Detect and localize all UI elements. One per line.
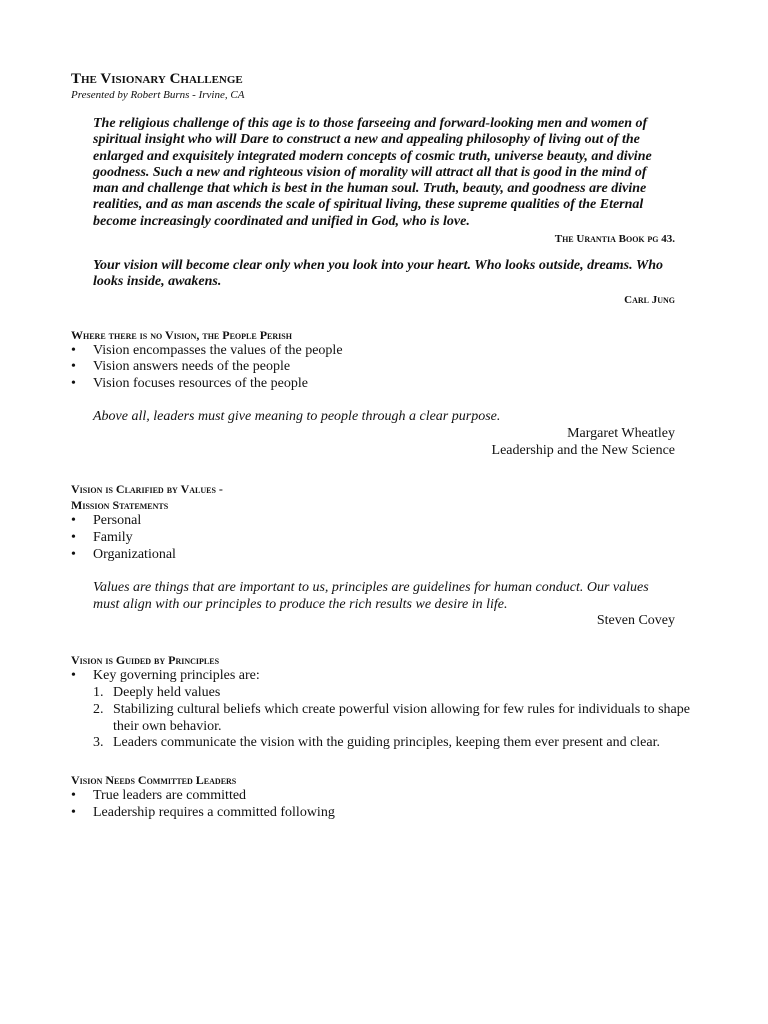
list-item: • Family [71, 530, 133, 546]
section-heading-committed: Vision Needs Committed Leaders [71, 773, 237, 788]
bullet-icon: • [71, 359, 76, 375]
section-heading-principles: Vision is Guided by Principles [71, 653, 220, 668]
bullet-icon: • [71, 805, 76, 821]
section-heading-mission: Mission Statements [71, 498, 169, 513]
bullet-list [71, 668, 701, 685]
document-title: The Visionary Challenge [71, 71, 243, 87]
list-item: • Organizational [71, 547, 176, 563]
document-page [71, 70, 701, 822]
numbered-list [71, 685, 701, 752]
list-item: • Vision answers needs of the people [71, 359, 291, 375]
wheatley-author: Margaret Wheatley [567, 425, 675, 441]
covey-author: Steven Covey [596, 613, 675, 629]
list-item: • Leadership requires a committed following [71, 805, 335, 821]
wheatley-quote: Above all, leaders must give meaning to people through a clear purpose. [93, 409, 501, 425]
bullet-icon: • [71, 530, 76, 546]
bullet-icon: • [71, 668, 76, 684]
document-subtitle: Presented by Robert Burns - Irvine, CA [71, 89, 245, 101]
wheatley-source: Leadership and the New Science [491, 442, 675, 458]
numbered-item: 1. Deeply held values [93, 685, 221, 701]
bullet-icon: • [71, 513, 76, 529]
list-item: • Personal [71, 513, 142, 529]
urantia-attribution: The Urantia Book pg 43. [554, 233, 675, 246]
jung-quote: Your vision will become clear only when you look into your heart. Who looks outside, dreams. Who looks inside, awakens. [93, 258, 664, 290]
bullet-icon: • [71, 788, 76, 804]
jung-attribution: Carl Jung [624, 293, 675, 306]
bullet-icon: • [71, 376, 76, 392]
section-heading-values: Vision is Clarified by Values - [71, 482, 223, 497]
numbered-item: 2. Stabilizing cultural beliefs which create powerful vision allowing for few rules for individuals to shape their own behavior. [93, 701, 690, 734]
covey-quote: Values are things that are important to us, principles are guidelines for human conduct. Our values must align with our principles to produce the rich results we desire in life. [93, 579, 649, 612]
numbered-item: 3. Leaders communicate the vision with the guiding principles, keeping them ever present and clear. [93, 735, 660, 751]
list-item: • Vision focuses resources of the people [71, 376, 308, 392]
bullet-icon: • [71, 547, 76, 563]
section-heading-no-vision: Where there is no Vision, the People Perish [71, 327, 292, 342]
bullet-list [71, 788, 701, 822]
bullet-icon: • [71, 342, 76, 358]
list-item: • True leaders are committed [71, 788, 247, 804]
list-item: • Key governing principles are: [71, 668, 260, 684]
urantia-quote: The religious challenge of this age is to those farseeing and forward-looking men and women of spiritual insight who will Dare to construct a new and appealing philosophy of living out of the enlarged and exquisitely integrated modern concepts of cosmic truth, universe beauty, and divine goodness. Such a new and righteous vision of morality will attract all that is good in the mind of man and challenge that which is best in the human soul. Truth, beauty, and goodness are divine realities, and as man ascends the scale of spiritual living, these supreme qualities of the Eternal become increasingly coordinated and unified in God, who is love. [93, 116, 652, 229]
list-item: • Vision encompasses the values of the people [71, 342, 343, 358]
bullet-list [71, 343, 701, 393]
bullet-list [71, 513, 701, 563]
